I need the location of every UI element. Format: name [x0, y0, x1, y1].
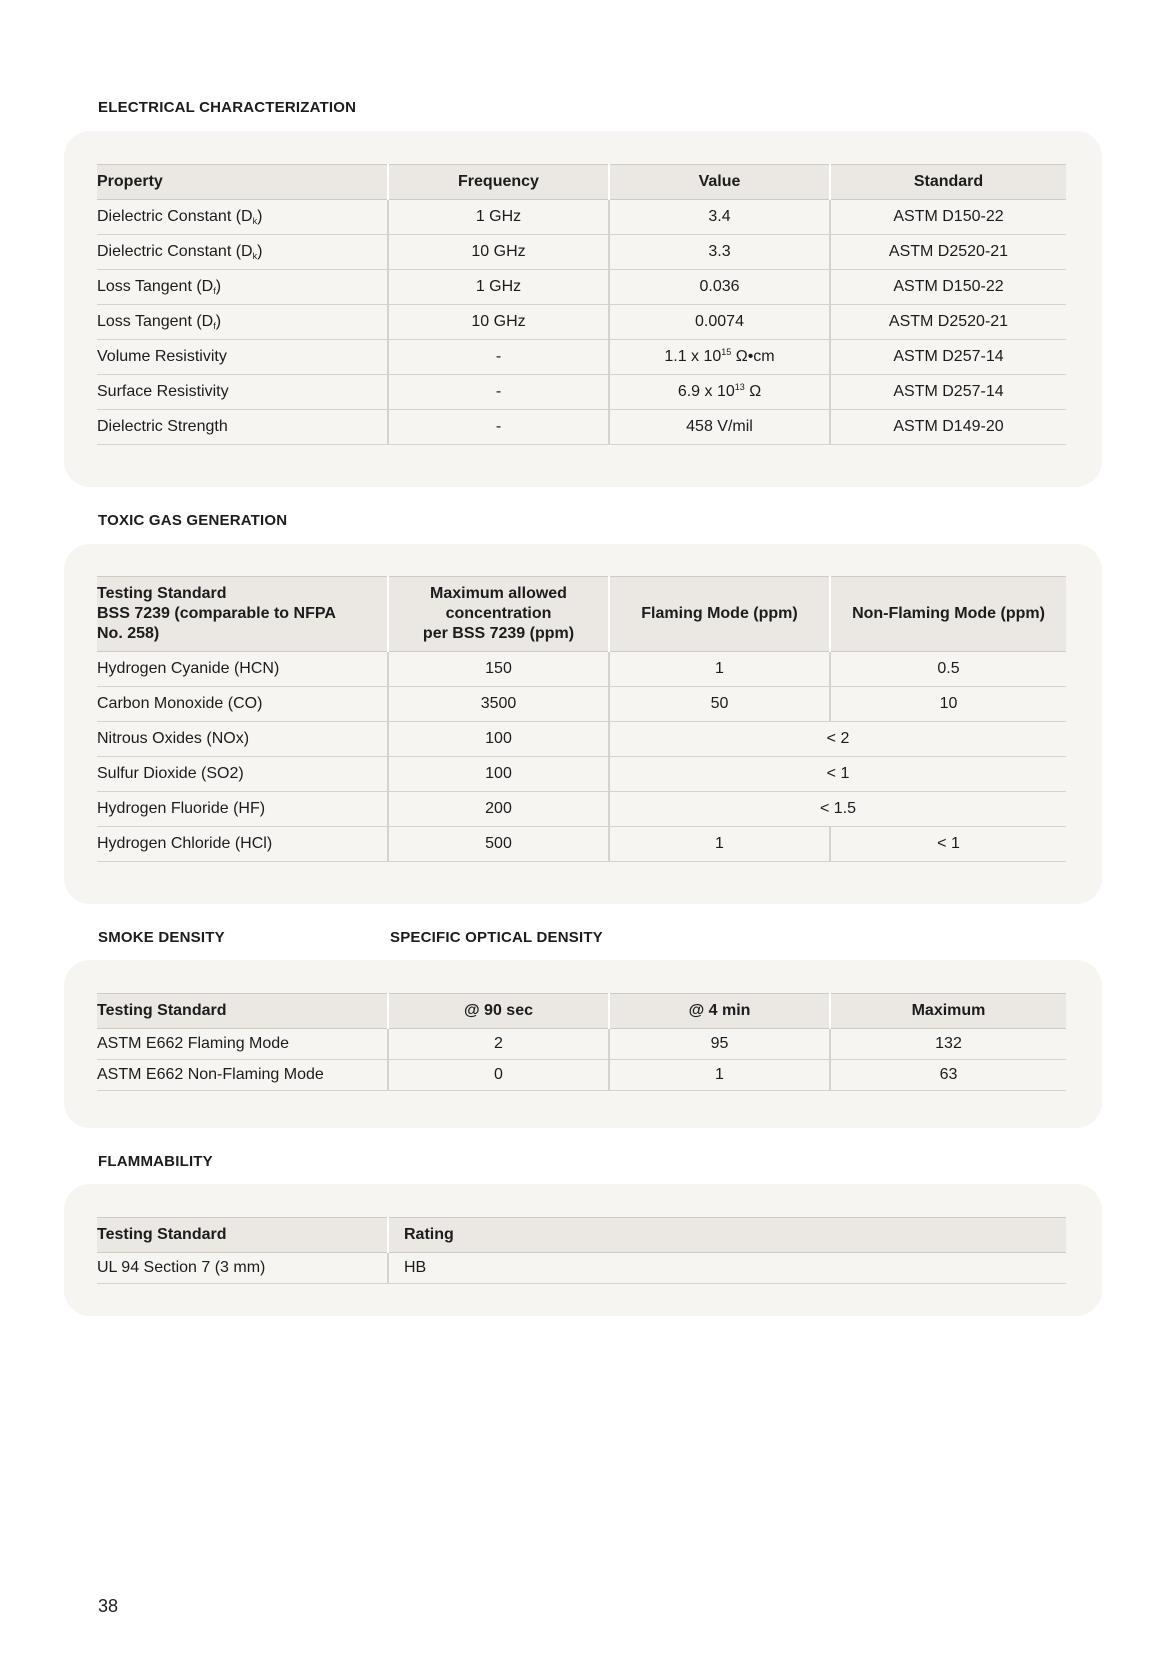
- electrical-section-title: ELECTRICAL CHARACTERIZATION: [98, 99, 357, 116]
- value-cell: 0: [388, 1060, 609, 1091]
- column-header: Maximum: [830, 994, 1066, 1029]
- smoke-panel: [64, 960, 1102, 1128]
- column-header: Rating: [388, 1218, 1066, 1253]
- flammability-panel: [64, 1184, 1102, 1316]
- max-cell: 200: [388, 792, 609, 827]
- frequency-cell: 10 GHz: [388, 235, 609, 270]
- frequency-cell: 10 GHz: [388, 305, 609, 340]
- toxic-panel: [64, 544, 1102, 904]
- standard-cell: UL 94 Section 7 (3 mm): [97, 1253, 388, 1284]
- frequency-cell: -: [388, 340, 609, 375]
- standard-cell: ASTM D2520-21: [830, 235, 1066, 270]
- table-row: [97, 305, 1066, 340]
- max-cell: 3500: [388, 687, 609, 722]
- page-number: 38: [98, 1596, 119, 1616]
- max-cell: 150: [388, 652, 609, 687]
- column-header: Value: [609, 165, 830, 200]
- nonflaming-cell: 10: [830, 687, 1066, 722]
- toxic-gas-table: [97, 576, 1066, 862]
- table-row: [97, 652, 1066, 687]
- value-cell: 0.0074: [609, 305, 830, 340]
- standard-cell: ASTM E662 Non-Flaming Mode: [97, 1060, 388, 1091]
- combined-mode-cell: < 1: [609, 757, 1066, 792]
- table-row: [97, 410, 1066, 445]
- table-row: [97, 235, 1066, 270]
- table-row: [97, 340, 1066, 375]
- flammability-table: [97, 1217, 1066, 1284]
- value-cell: 1: [609, 1060, 830, 1091]
- nonflaming-cell: 0.5: [830, 652, 1066, 687]
- value-cell: 2: [388, 1029, 609, 1060]
- nonflaming-cell: < 1: [830, 827, 1066, 862]
- standard-cell: ASTM E662 Flaming Mode: [97, 1029, 388, 1060]
- table-row: [97, 1060, 1066, 1091]
- column-header: Property: [97, 165, 388, 200]
- property-cell: Loss Tangent $(D_f)$: [97, 305, 388, 340]
- toxic-section-title: TOXIC GAS GENERATION: [98, 512, 288, 529]
- value-cell: 132: [830, 1029, 1066, 1060]
- column-header: Standard: [830, 165, 1066, 200]
- standard-cell: ASTM D150-22: [830, 200, 1066, 235]
- table-row: [97, 1253, 1066, 1284]
- value-cell: 0.036: [609, 270, 830, 305]
- column-header: Testing Standard BSS 7239 (comparable to NFPA No. 258): [97, 577, 388, 652]
- electrical-panel: [64, 131, 1102, 487]
- column-header: Testing Standard: [97, 1218, 388, 1253]
- standard-cell: ASTM D149-20: [830, 410, 1066, 445]
- column-header: Flaming Mode (ppm): [609, 577, 830, 652]
- flammability-section-title: FLAMMABILITY: [98, 1153, 213, 1170]
- electrical-table: [97, 164, 1066, 445]
- table-header-row: [97, 1218, 1066, 1253]
- frequency-cell: 1 GHz: [388, 200, 609, 235]
- flaming-cell: 50: [609, 687, 830, 722]
- table-header-row: [97, 577, 1066, 652]
- smoke-section-title: SMOKE DENSITY: [98, 929, 225, 946]
- value-cell: 1.1 x $10^{15}$ Ω•cm: [609, 340, 830, 375]
- table-row: [97, 757, 1066, 792]
- combined-mode-cell: < 2: [609, 722, 1066, 757]
- gas-cell: Nitrous Oxides (NOx): [97, 722, 388, 757]
- smoke-section-subtitle: SPECIFIC OPTICAL DENSITY: [390, 929, 603, 946]
- column-header: Maximum allowed concentration per BSS 7239 (ppm): [388, 577, 609, 652]
- flaming-cell: 1: [609, 652, 830, 687]
- value-cell: 95: [609, 1029, 830, 1060]
- property-cell: Surface Resistivity: [97, 375, 388, 410]
- gas-cell: Carbon Monoxide (CO): [97, 687, 388, 722]
- column-header: @ 90 sec: [388, 994, 609, 1029]
- column-header: Testing Standard: [97, 994, 388, 1029]
- property-cell: Dielectric Strength: [97, 410, 388, 445]
- table-row: [97, 687, 1066, 722]
- property-cell: Volume Resistivity: [97, 340, 388, 375]
- table-row: [97, 792, 1066, 827]
- standard-cell: ASTM D2520-21: [830, 305, 1066, 340]
- property-cell: Dielectric Constant $(D_k)$: [97, 200, 388, 235]
- value-cell: 458 V/mil: [609, 410, 830, 445]
- frequency-cell: -: [388, 375, 609, 410]
- gas-cell: Hydrogen Fluoride (HF): [97, 792, 388, 827]
- value-cell: 3.3: [609, 235, 830, 270]
- smoke-density-table: [97, 993, 1066, 1091]
- gas-cell: Hydrogen Cyanide (HCN): [97, 652, 388, 687]
- column-header: Frequency: [388, 165, 609, 200]
- max-cell: 100: [388, 722, 609, 757]
- value-cell: 3.4: [609, 200, 830, 235]
- table-header-row: [97, 165, 1066, 200]
- frequency-cell: 1 GHz: [388, 270, 609, 305]
- value-cell: 6.9 x $10^{13}$ Ω: [609, 375, 830, 410]
- column-header: Non-Flaming Mode (ppm): [830, 577, 1066, 652]
- standard-cell: ASTM D257-14: [830, 375, 1066, 410]
- value-cell: 63: [830, 1060, 1066, 1091]
- table-row: [97, 200, 1066, 235]
- gas-cell: Hydrogen Chloride (HCl): [97, 827, 388, 862]
- standard-cell: ASTM D150-22: [830, 270, 1066, 305]
- max-cell: 100: [388, 757, 609, 792]
- property-cell: Dielectric Constant $(D_k)$: [97, 235, 388, 270]
- column-header: @ 4 min: [609, 994, 830, 1029]
- max-cell: 500: [388, 827, 609, 862]
- property-cell: Loss Tangent $(D_f)$: [97, 270, 388, 305]
- table-row: [97, 270, 1066, 305]
- frequency-cell: -: [388, 410, 609, 445]
- table-row: [97, 722, 1066, 757]
- table-row: [97, 827, 1066, 862]
- combined-mode-cell: < 1.5: [609, 792, 1066, 827]
- flaming-cell: 1: [609, 827, 830, 862]
- table-row: [97, 1029, 1066, 1060]
- rating-cell: HB: [388, 1253, 1066, 1284]
- gas-cell: Sulfur Dioxide (SO2): [97, 757, 388, 792]
- standard-cell: ASTM D257-14: [830, 340, 1066, 375]
- table-row: [97, 375, 1066, 410]
- table-header-row: [97, 994, 1066, 1029]
